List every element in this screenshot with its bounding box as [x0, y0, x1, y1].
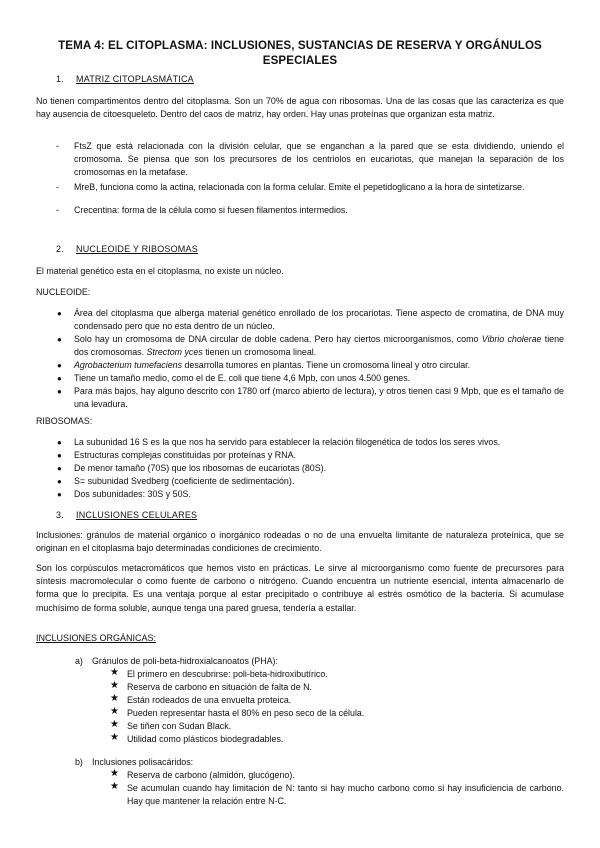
- pha-item: Reserva de carbono en situación de falta de N.: [127, 682, 313, 692]
- polisacaridos-item: Reserva de carbono (almidón, glucógeno).: [127, 770, 295, 780]
- list-item-ribosoma: De menor tamaño (70S) que los ribosomas de eucariotas (80S).: [74, 463, 327, 473]
- list-item-crecentina: Crecentina: forma de la célula como si fuesen filamentos intermedios.: [74, 205, 348, 215]
- list-item-ftsz: FtsZ que está relacionada con la división celular, que se enganchan a la pared que se esta dividiendo, uniendo el cromosoma. Se piensa que son los precursores de los centriolos en eucariotas, que manejan la separación de los cromosomas en la metafase.: [74, 141, 564, 178]
- paragraph-inclusiones-def: Inclusiones: gránulos de material orgánico o inorgánico rodeadas o no de una envuelta limitante de naturaleza proteínica, que se originan en el citoplasma bajo determinadas condiciones de crecimiento.: [36, 530, 564, 554]
- title-line-1: TEMA 4: EL CITOPLASMA: INCLUSIONES, SUSTANCIAS DE RESERVA Y ORGÁNULOS: [58, 39, 542, 52]
- polisacaridos-label: Inclusiones polisacáridos:: [92, 757, 194, 767]
- list-item-ribosoma: S= subunidad Svedberg (coeficiente de sedimentación).: [74, 476, 295, 486]
- pha-item: Pueden representar hasta el 80% en peso seco de la célula.: [127, 708, 365, 718]
- pha-item: Se tiñen con Sudan Black.: [127, 721, 232, 731]
- dot-bullet: ●: [57, 309, 62, 318]
- star-icon: ★: [110, 719, 119, 730]
- section-number: 1.: [56, 74, 64, 84]
- star-icon: ★: [110, 706, 119, 717]
- list-item-agrobacterium: [74, 359, 564, 372]
- section-heading-nucleoide: [56, 244, 198, 254]
- pha-item: Utilidad como plásticos biodegradables.: [127, 734, 284, 744]
- pha-item: El primero en descubrirse: poli-beta-hidroxibutírico.: [127, 669, 328, 679]
- dash-bullet: -: [56, 205, 59, 215]
- list-item-mreb: MreB, funciona como la actina, relacionada con la forma celular. Emite el pepetidoglicano a la hora de sintetizarse.: [74, 182, 525, 192]
- paragraph-matriz-intro: No tienen compartimentos dentro del citoplasma. Son un 70% de agua con ribosomas. Una de las cosas que las caracteriza es que hay ausencia de citoesqueleto. Dentro del caos de matriz, hay orden. Hay unas proteínas que organizan esta matriz.: [36, 96, 564, 120]
- dash-bullet: -: [56, 182, 59, 192]
- section-label: MATRIZ CITOPLASMÁTICA: [76, 74, 194, 84]
- section-number: 3.: [56, 510, 64, 520]
- star-icon: ★: [110, 667, 119, 678]
- section-label: NUCLEOIDE Y RIBOSOMAS: [76, 244, 198, 254]
- dot-bullet: ●: [57, 361, 62, 370]
- pha-label: Gránulos de poli-beta-hidroxialcanoatos (PHA):: [92, 656, 278, 666]
- text-run: desarrolla tumores en plantas. Tiene un cromosoma lineal y otro circular.: [182, 360, 471, 370]
- ribosomas-heading: RIBOSOMAS:: [36, 416, 93, 426]
- list-marker-b: b): [75, 757, 83, 767]
- list-item-ribosoma: La subunidad 16 S es la que nos ha servido para establecer la relación filogenética de todos los seres vivos.: [74, 437, 501, 447]
- star-icon: ★: [110, 768, 119, 779]
- title-line-2: ESPECIALES: [262, 54, 338, 67]
- list-item-tamano: Tiene un tamaño medio, como el de E. coli que tiene 4,6 Mpb, con unos 4.500 genes.: [74, 373, 411, 383]
- dot-bullet: ●: [57, 387, 62, 396]
- organicas-heading: INCLUSIONES ORGÁNICAS:: [36, 633, 157, 643]
- section-heading-inclusiones: [56, 510, 197, 520]
- star-icon: ★: [110, 732, 119, 743]
- text-run: Solo hay un cromosoma de DNA circular de doble cadena. Pero hay ciertos microorganismos, como: [74, 334, 482, 344]
- dot-bullet: ●: [57, 464, 62, 473]
- text-run: tienen un cromosoma lineal.: [202, 347, 317, 358]
- species-name: Vibrio cholerae: [481, 334, 542, 344]
- species-name: Strectom yces: [146, 347, 203, 358]
- list-item-ribosoma: Dos subunidades: 30S y 50S.: [74, 489, 191, 499]
- section-heading-matriz: [56, 74, 194, 84]
- dot-bullet: ●: [57, 477, 62, 486]
- list-marker-a: a): [75, 656, 83, 666]
- dot-bullet: ●: [57, 374, 62, 383]
- dash-bullet: -: [56, 141, 59, 151]
- section-label: INCLUSIONES CELULARES: [76, 510, 198, 520]
- paragraph-nucleoide-intro: El material genético esta en el citoplasma, no existe un núcleo.: [36, 266, 284, 276]
- star-icon: ★: [110, 781, 119, 792]
- species-name: Agrobacterium tumefaciens: [74, 360, 183, 370]
- dot-bullet: ●: [57, 438, 62, 447]
- star-icon: ★: [110, 693, 119, 704]
- list-item-nucleoide-area: Área del citoplasma que alberga material genético enrollado de los procariotas. Tiene aspecto de cromatina, de DNA muy condensado pero que no esta dentro de un núcleo.: [74, 308, 564, 332]
- text-run: tiene dos cromosomas.: [74, 334, 564, 358]
- dot-bullet: ●: [57, 335, 62, 344]
- nucleoide-heading: NUCLEOIDE:: [36, 287, 91, 297]
- list-item-ribosoma: Estructuras complejas constituidas por proteínas y RNA.: [74, 450, 296, 460]
- paragraph-corpusculos: Son los corpúsculos metacromáticos que hemos visto en prácticas. Le sirve al microorganismo como fuente de precursores para síntesis macromolecular o como fuente de carbono o nitrógeno. Cuando encuentra un nutriente esencial, intenta almacenarlo de forma que lo precipita. Es una ventaja porque al estar precipitado o contribuye al estrés osmótico de la bacteria. Si acumulase muchísimo de forma soluble, aunque tenga una pared gruesa, tendería a estallar.: [36, 563, 564, 613]
- dot-bullet: ●: [57, 451, 62, 460]
- star-icon: ★: [110, 680, 119, 691]
- pha-item: Están rodeados de una envuelta proteica.: [127, 695, 292, 705]
- polisacaridos-item: Se acumulan cuando hay limitación de N: tanto si hay mucho carbono como si hay insuficiencia de carbono. Hay que mantener la relación entre N-C.: [127, 783, 564, 806]
- dot-bullet: ●: [57, 490, 62, 499]
- document-title: [40, 38, 560, 68]
- list-item-cromosoma: [74, 333, 564, 359]
- section-number: 2.: [56, 244, 64, 254]
- list-item-orf: Para más bajos, hay alguno descrito con 1780 orf (marco abierto de lectura), y otros tienen casi 9 Mpb, que es el tamaño de una levadura.: [74, 386, 564, 410]
